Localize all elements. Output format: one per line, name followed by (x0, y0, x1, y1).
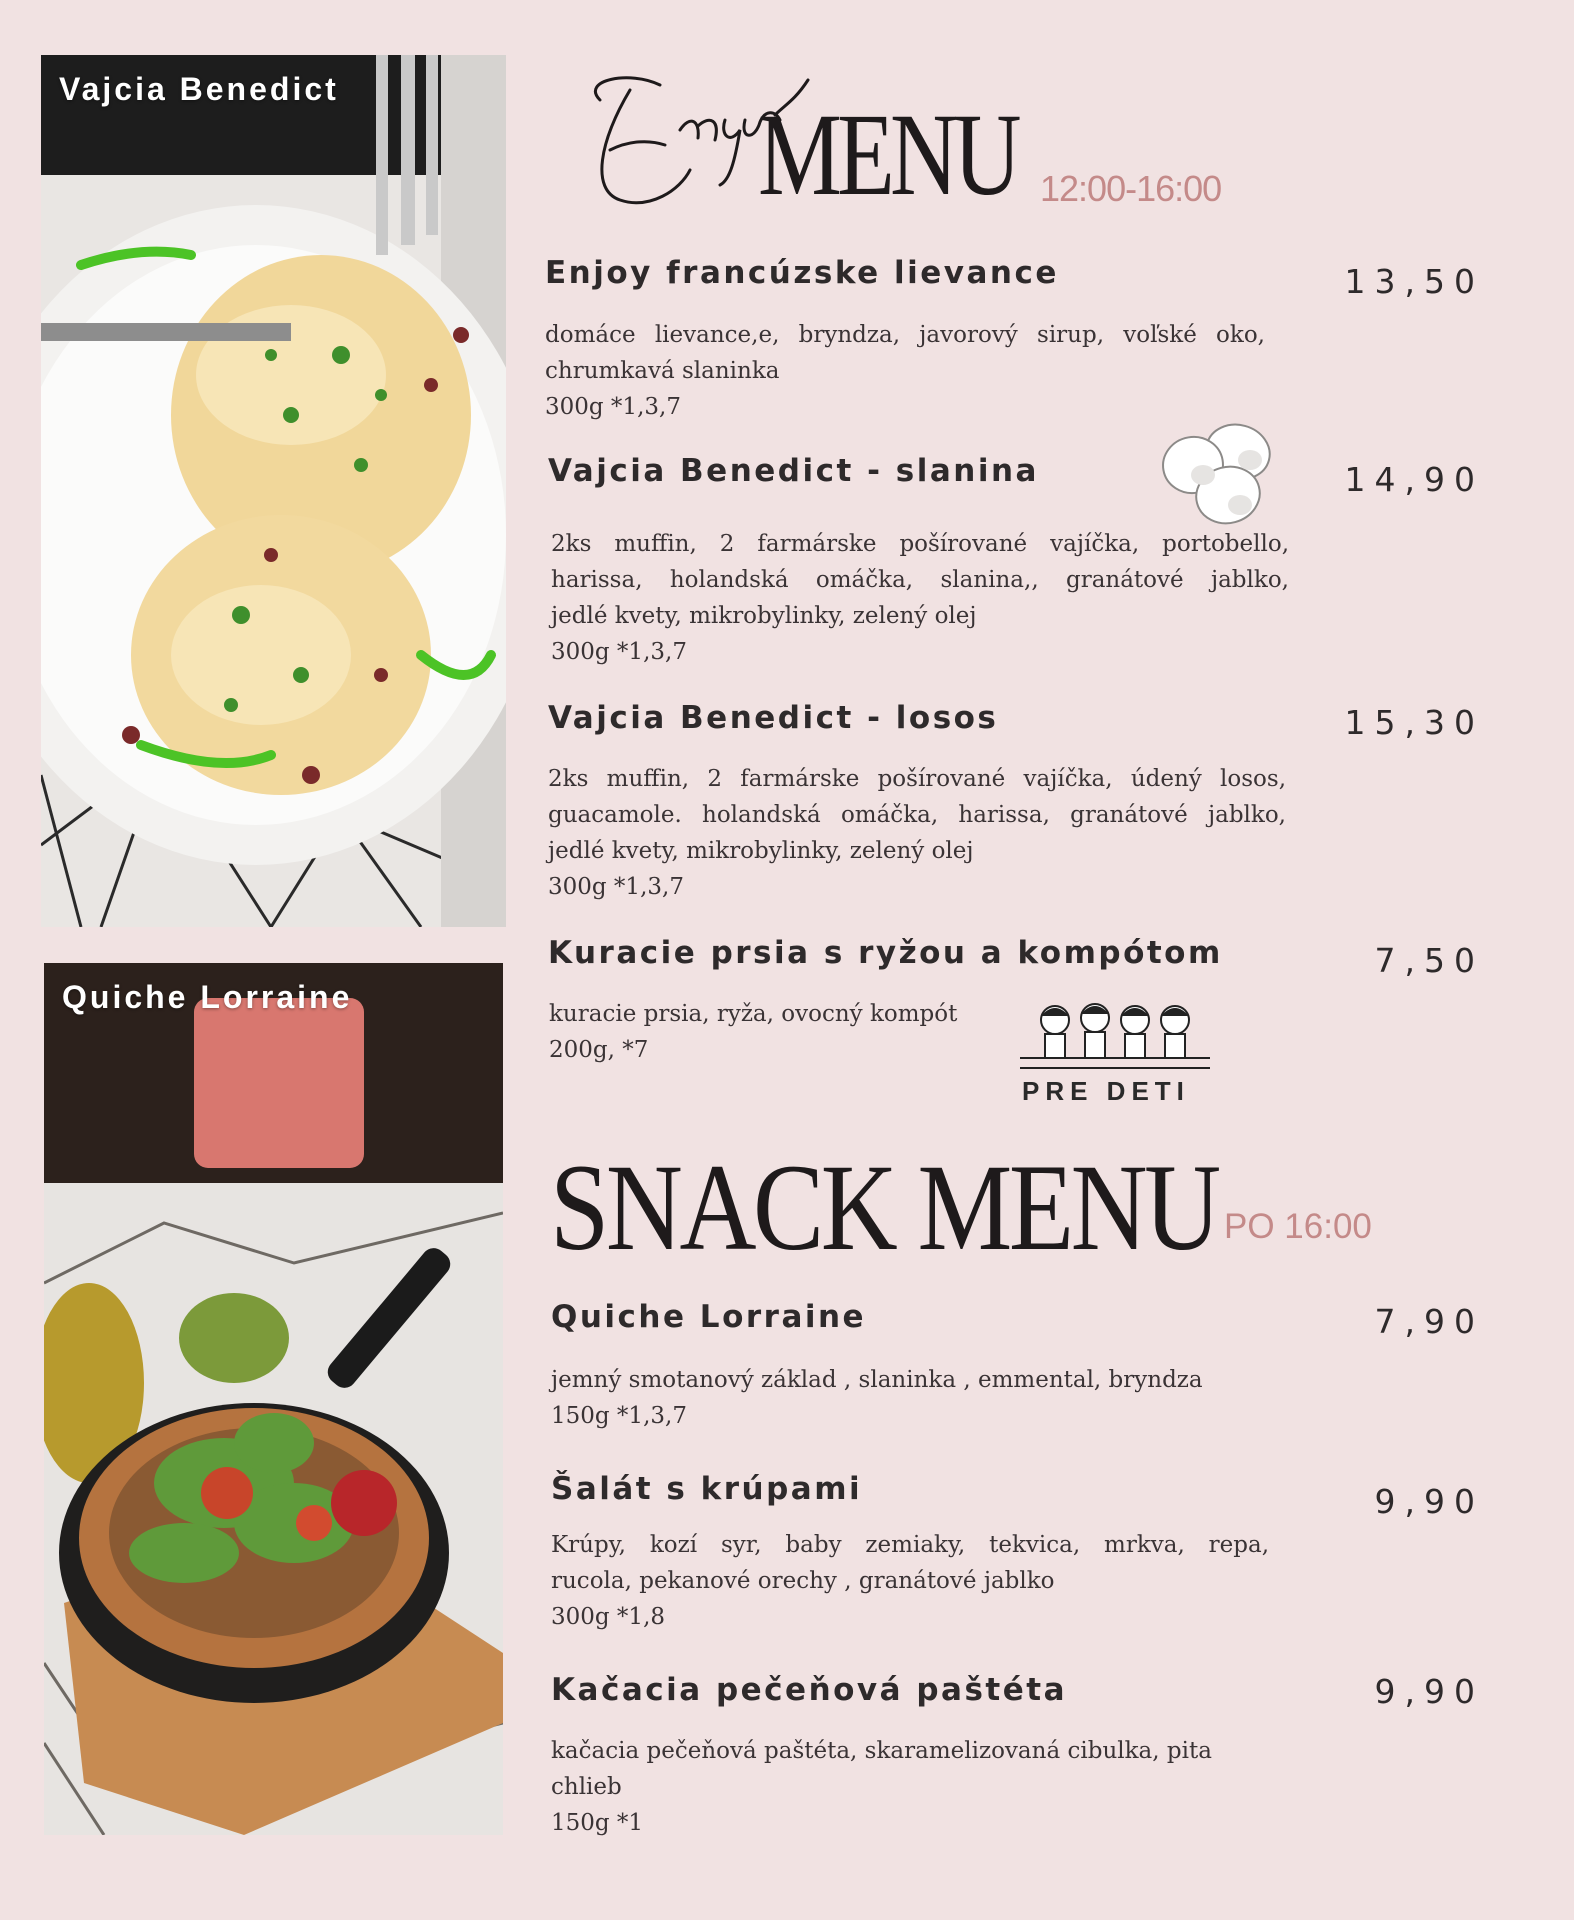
menu-hours: 12:00-16:00 (1040, 168, 1222, 209)
kids-badge: PRE DETI (1022, 1076, 1190, 1106)
item-name: Vajcia Benedict - slanina (548, 453, 1039, 489)
desc-line: 2ks muffin, 2 farmárske pošírované vajíčka, údený losos, (548, 766, 1286, 792)
menu-title: MENU (758, 89, 1017, 220)
item-description (549, 996, 1009, 1068)
item-weight: 300g *1,3,7 (548, 874, 684, 900)
item-price: 9,90 (1374, 1672, 1484, 1711)
desc-line: 2ks muffin, 2 farmárske pošírované vajíčka, portobello, (551, 531, 1289, 557)
desc-line: jedlé kvety, mikrobylinky, zelený olej (551, 603, 977, 629)
item-description (551, 1362, 1291, 1434)
item-weight: 300g *1,3,7 (545, 394, 681, 420)
item-description (551, 1527, 1269, 1635)
photo-label: Vajcia Benedict (59, 71, 339, 107)
item-name: Vajcia Benedict - losos (548, 700, 999, 736)
eggs-icon (1158, 420, 1288, 530)
desc-line: jedlé kvety, mikrobylinky, zelený olej (548, 838, 974, 864)
desc-line: harissa, holandská omáčka, slanina,, granátové jablko, (551, 567, 1289, 593)
desc-line: rucola, pekanové orechy , granátové jablko (551, 1568, 1055, 1594)
item-weight: 300g *1,3,7 (551, 639, 687, 665)
item-price: 14,90 (1344, 460, 1484, 499)
desc-line: kuracie prsia, ryža, ovocný kompót (549, 1001, 958, 1027)
item-price: 13,50 (1344, 262, 1484, 301)
desc-line: chrumkavá slaninka (545, 358, 780, 384)
desc-line: kačacia pečeňová paštéta, skaramelizovaná cibulka, pita (551, 1738, 1212, 1764)
snack-menu-hours: PO 16:00 (1224, 1207, 1372, 1246)
desc-line: chlieb (551, 1774, 622, 1800)
item-description (551, 526, 1289, 670)
desc-line: Krúpy, kozí syr, baby zemiaky, tekvica, mrkva, repa, (551, 1532, 1269, 1558)
item-price: 9,90 (1374, 1482, 1484, 1521)
item-price: 15,30 (1344, 703, 1484, 742)
item-name: Kuracie prsia s ryžou a kompótom (548, 935, 1223, 971)
item-price: 7,90 (1374, 1302, 1484, 1341)
item-weight: 300g *1,8 (551, 1604, 666, 1630)
kids-icon (1015, 998, 1215, 1078)
desc-line: jemný smotanový základ , slaninka , emmental, bryndza (551, 1367, 1203, 1393)
quiche-photo-image (44, 963, 503, 1835)
item-description (548, 761, 1286, 905)
item-description (551, 1733, 1291, 1841)
item-weight: 150g *1,3,7 (551, 1403, 687, 1429)
benedict-photo-image (41, 55, 506, 927)
item-name: Šalát s krúpami (551, 1471, 863, 1507)
item-weight: 150g *1 (551, 1810, 644, 1836)
item-weight: 200g, *7 (549, 1037, 649, 1063)
item-name: Kačacia pečeňová paštéta (551, 1672, 1067, 1708)
item-name: Enjoy francúzske lievance (545, 255, 1059, 291)
photo-quiche-lorraine (44, 963, 503, 1835)
item-price: 7,50 (1374, 941, 1484, 980)
desc-line: domáce lievance,e, bryndza, javorový sirup, voľské oko, (545, 322, 1265, 348)
desc-line: guacamole. holandská omáčka, harissa, granátové jablko, (548, 802, 1286, 828)
photo-vajcia-benedict (41, 55, 506, 927)
snack-menu-title: SNACK MENU (550, 1139, 1218, 1276)
photo-label: Quiche Lorraine (62, 979, 353, 1015)
item-description (545, 317, 1265, 425)
item-name: Quiche Lorraine (551, 1299, 867, 1335)
